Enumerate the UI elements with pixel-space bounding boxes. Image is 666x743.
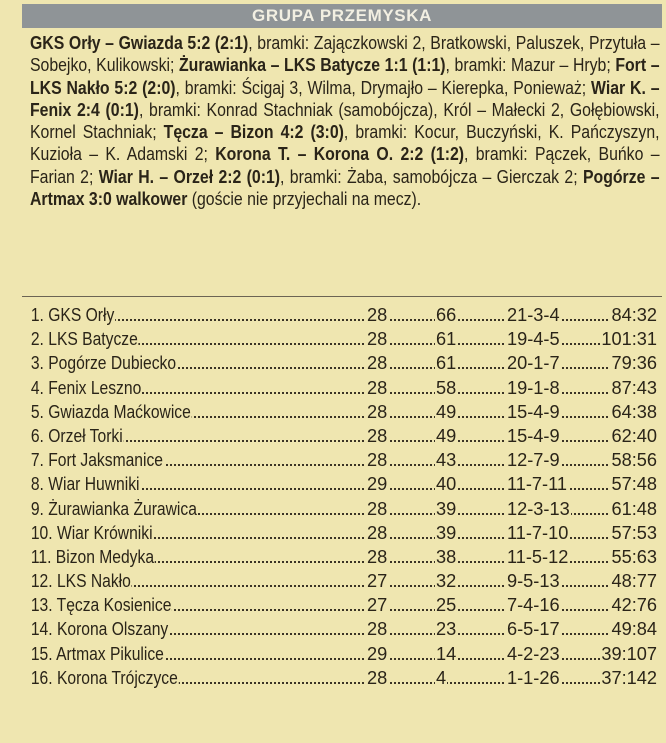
table-row <box>30 617 662 641</box>
games-played: 28 <box>366 424 388 448</box>
win-draw-loss: 1-1-26 <box>506 666 561 690</box>
team-name: 6. Orzeł Torki <box>30 424 124 448</box>
goal-ratio: 62:40 <box>610 424 658 448</box>
games-played: 28 <box>366 303 388 327</box>
section-title: GRUPA PRZEMYSKA <box>252 6 432 25</box>
points: 49 <box>435 424 457 448</box>
table-row <box>30 448 662 472</box>
dot-leader <box>50 319 656 321</box>
team-name: 15. Artmax Pikulice <box>30 642 165 666</box>
win-draw-loss: 6-5-17 <box>506 617 561 641</box>
dot-leader <box>50 585 656 587</box>
points: 39 <box>435 521 457 545</box>
team-name: 3. Pogórze Dubiecko <box>30 351 177 375</box>
points: 39 <box>435 497 457 521</box>
points: 61 <box>435 351 457 375</box>
table-row <box>30 593 662 617</box>
goal-ratio: 101:31 <box>600 327 658 351</box>
win-draw-loss: 21-3-4 <box>506 303 561 327</box>
table-row <box>30 521 662 545</box>
table-row <box>30 666 662 690</box>
games-played: 27 <box>366 593 388 617</box>
table-row <box>30 327 662 351</box>
points: 61 <box>435 327 457 351</box>
points: 23 <box>435 617 457 641</box>
table-row <box>30 545 662 569</box>
games-played: 28 <box>366 351 388 375</box>
games-played: 29 <box>366 472 388 496</box>
games-played: 28 <box>366 617 388 641</box>
match-scorers: , bramki: Konrad Stachniak (samobójcza), Król – Małecki 2, Gołębiowski, Kornel Stachniak; <box>30 98 660 143</box>
win-draw-loss: 4-2-23 <box>506 642 561 666</box>
team-name: 4. Fenix Leszno <box>30 376 142 400</box>
team-name: 10. Wiar Krówniki <box>30 521 153 545</box>
table-row <box>30 351 662 375</box>
match-results-paragraph <box>30 32 660 210</box>
table-row <box>30 400 662 424</box>
points: 43 <box>435 448 457 472</box>
win-draw-loss: 19-1-8 <box>506 376 561 400</box>
match-scorers: (goście nie przyjechali na mecz). <box>187 188 422 210</box>
points: 32 <box>435 569 457 593</box>
team-name: 5. Gwiazda Maćkowice <box>30 400 192 424</box>
win-draw-loss: 11-5-12 <box>506 545 569 569</box>
win-draw-loss: 19-4-5 <box>506 327 561 351</box>
goal-ratio: 61:48 <box>610 497 658 521</box>
goal-ratio: 48:77 <box>610 569 658 593</box>
team-name: 12. LKS Nakło <box>30 569 132 593</box>
goal-ratio: 58:56 <box>610 448 658 472</box>
match-score: Wiar K. – Fenix 2:4 (0:1) <box>30 76 660 120</box>
match-score: Tęcza – Bizon 4:2 (3:0) <box>163 121 344 143</box>
win-draw-loss: 11-7-11 <box>506 472 568 496</box>
games-played: 28 <box>366 545 388 569</box>
team-name: 8. Wiar Huwniki <box>30 472 140 496</box>
match-score: Żurawianka – LKS Batycze 1:1 (1:1) <box>178 54 446 76</box>
games-played: 28 <box>366 666 388 690</box>
team-name: 1. GKS Orły <box>30 303 115 327</box>
goal-ratio: 87:43 <box>610 376 658 400</box>
team-name: 13. Tęcza Kosienice <box>30 593 172 617</box>
goal-ratio: 57:53 <box>610 521 658 545</box>
match-score: Wiar H. – Orzeł 2:2 (0:1) <box>98 165 281 187</box>
match-score: Korona T. – Korona O. 2:2 (1:2) <box>215 143 465 165</box>
games-played: 28 <box>366 327 388 351</box>
points: 38 <box>435 545 457 569</box>
goal-ratio: 84:32 <box>610 303 658 327</box>
games-played: 27 <box>366 569 388 593</box>
table-row <box>30 497 662 521</box>
win-draw-loss: 15-4-9 <box>506 424 561 448</box>
league-table <box>30 303 662 690</box>
match-scorers: , bramki: Ścigaj 3, Wilma, Drymajło – Kierepka, Ponieważ; <box>175 76 592 98</box>
match-score: Pogórze – Artmax 3:0 walkower <box>30 165 660 210</box>
points: 4 <box>435 666 447 690</box>
goal-ratio: 79:36 <box>610 351 658 375</box>
win-draw-loss: 12-3-13 <box>506 497 571 521</box>
points: 25 <box>435 593 457 617</box>
team-name: 11. Bizon Medyka <box>30 545 155 569</box>
games-played: 29 <box>366 642 388 666</box>
match-scorers: , bramki: Kocur, Buczyński, K. Pańczyszyn, Kuzioła – K. Adamski 2; <box>30 121 660 165</box>
goal-ratio: 37:142 <box>600 666 658 690</box>
points: 58 <box>435 376 457 400</box>
section-header <box>22 4 662 28</box>
table-row <box>30 376 662 400</box>
games-played: 28 <box>366 448 388 472</box>
team-name: 14. Korona Olszany <box>30 617 169 641</box>
points: 40 <box>435 472 457 496</box>
goal-ratio: 55:63 <box>610 545 658 569</box>
match-score: GKS Orły – Gwiazda 5:2 (2:1) <box>30 32 249 53</box>
team-name: 7. Fort Jaksmanice <box>30 448 164 472</box>
match-scorers: , bramki: Pączek, Buńko – Farian 2; <box>30 143 660 187</box>
goal-ratio: 39:107 <box>600 642 658 666</box>
table-row <box>30 642 662 666</box>
table-row <box>30 303 662 327</box>
games-played: 28 <box>366 376 388 400</box>
games-played: 28 <box>366 400 388 424</box>
goal-ratio: 64:38 <box>610 400 658 424</box>
goal-ratio: 42:76 <box>610 593 658 617</box>
match-scorers: , bramki: Zajączkowski 2, Bratkowski, Paluszek, Przytuła – Sobejko, Kulikowski; <box>30 32 660 76</box>
match-score: Fort – LKS Nakło 5:2 (2:0) <box>30 54 660 98</box>
team-name: 2. LKS Batycze <box>30 327 139 351</box>
goal-ratio: 49:84 <box>610 617 658 641</box>
win-draw-loss: 7-4-16 <box>506 593 561 617</box>
team-name: 16. Korona Trójczyce <box>30 666 179 690</box>
points: 66 <box>435 303 457 327</box>
points: 49 <box>435 400 457 424</box>
table-row <box>30 472 662 496</box>
table-row <box>30 424 662 448</box>
divider <box>22 296 662 297</box>
games-played: 28 <box>366 497 388 521</box>
match-scorers: , bramki: Mazur – Hryb; <box>445 54 616 76</box>
win-draw-loss: 15-4-9 <box>506 400 561 424</box>
dot-leader <box>50 440 656 442</box>
dot-leader <box>50 343 656 345</box>
win-draw-loss: 11-7-10 <box>506 521 569 545</box>
match-scorers: , bramki: Żaba, samobójcza – Gierczak 2; <box>280 165 583 187</box>
table-row <box>30 569 662 593</box>
win-draw-loss: 20-1-7 <box>506 351 561 375</box>
win-draw-loss: 9-5-13 <box>506 569 561 593</box>
win-draw-loss: 12-7-9 <box>506 448 561 472</box>
team-name: 9. Żurawianka Żurawica <box>30 497 198 521</box>
goal-ratio: 57:48 <box>610 472 658 496</box>
games-played: 28 <box>366 521 388 545</box>
points: 14 <box>435 642 457 666</box>
